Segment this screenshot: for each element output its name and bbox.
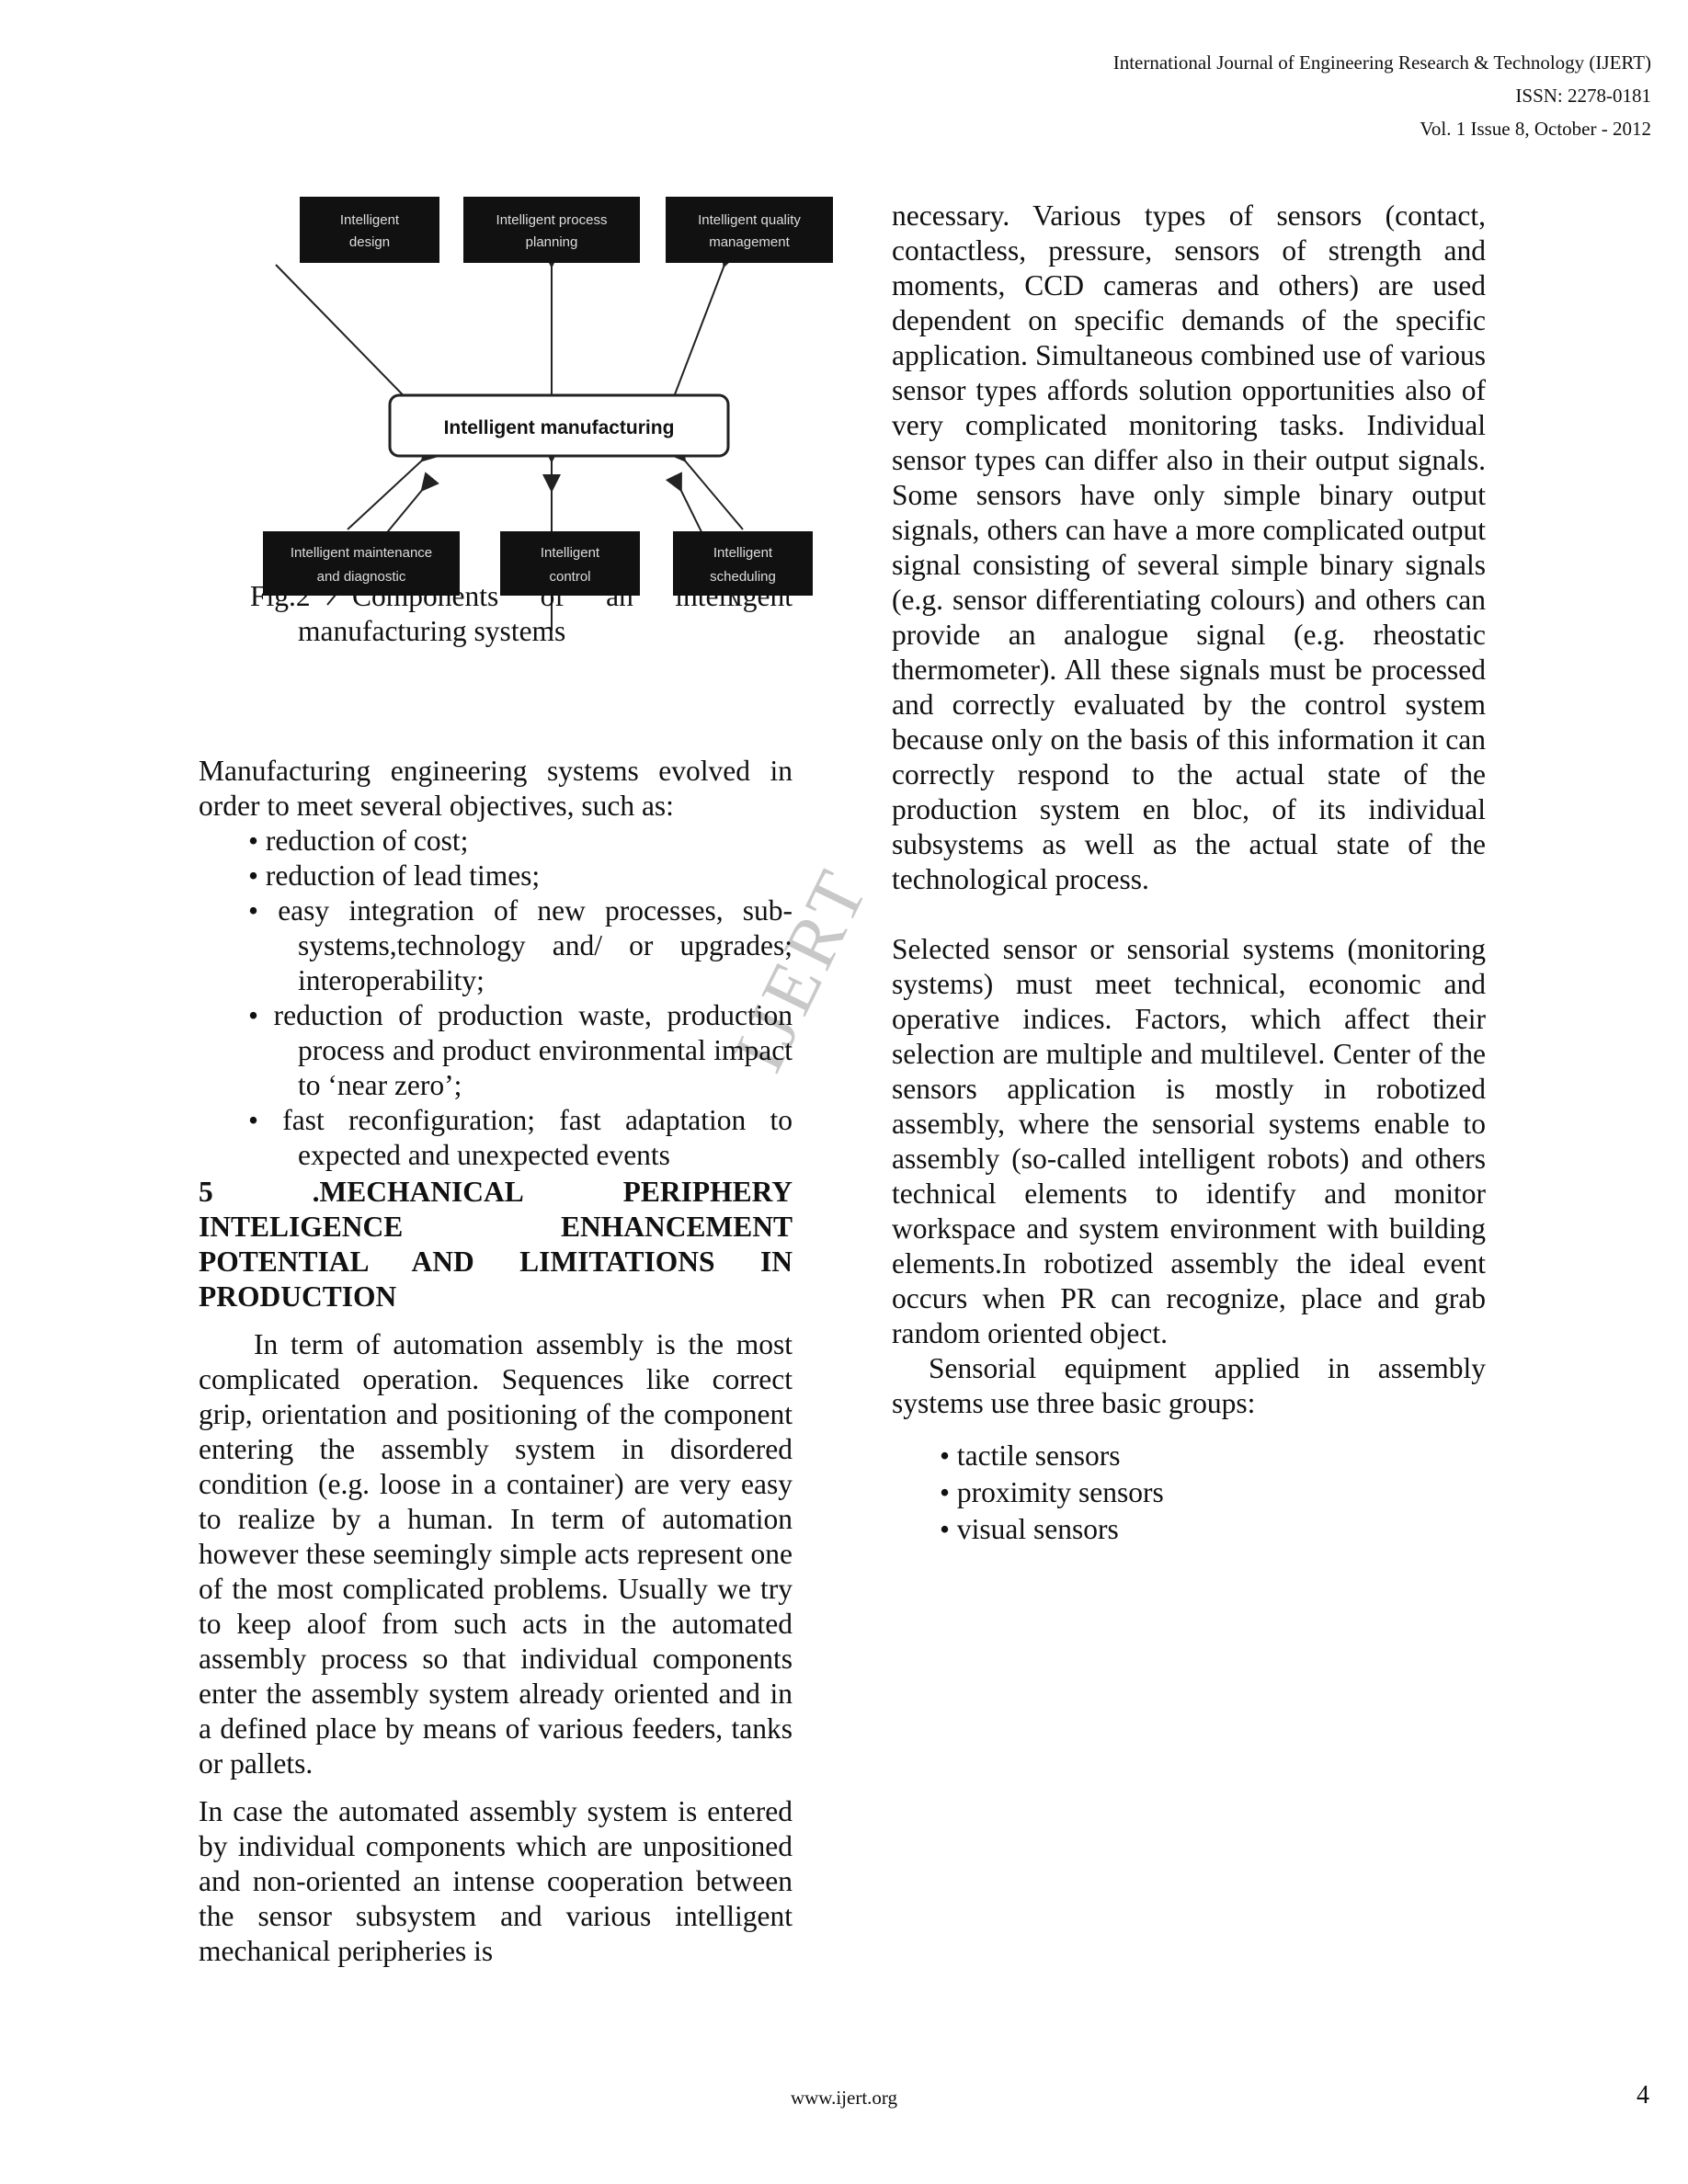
- caption-word: Components: [351, 580, 499, 612]
- box-line: Intelligent maintenance: [290, 545, 433, 561]
- box-line: control: [549, 569, 591, 585]
- heading-word: PERIPHERY: [622, 1176, 793, 1208]
- watermark: IJERT: [717, 855, 885, 1085]
- list-item: • reduction of lead times;: [248, 859, 541, 892]
- sensor-groups-list: [892, 1438, 1486, 1548]
- box-line: Intelligent process: [496, 212, 608, 228]
- journal-title: International Journal of Engineering Research & Technology (IJERT): [1112, 51, 1651, 74]
- paragraph: necessary. Various types of sensors (contact, contactless, pressure, sensors of strength and moments, CCD cameras and others) are used dependent on specific demands of the specific application. Simultaneous combined use of various sensor types affords solution opportunities also of very complicated monitoring tasks. Individual sensor types can differ also in their output signals. Some sensors have only simple binary output signals, others can have a more complicated output signal consisting of several simple binary signals (e.g. sensor differentiating colours) and others can provide an analogue signal (e.g. rheostatic thermometer). All these signals must be processed and correctly evaluated by the control system because only on the basis of this information it can correctly respond to the actual state of the production system en bloc, of its individual subsystems as well as the actual state of the technological process.: [892, 199, 1486, 895]
- paragraph: In term of automation assembly is the most complicated operation. Sequences like correct grip, orientation and positioning of the component entering the assembly system in disordered condition (e.g. loose in a container) are very easy to realize by a human. In term of automation however these seemingly simple acts represent one of the most complicated problems. Usually we try to keep aloof from such acts in the automated assembly process so that individual components enter the assembly system already oriented and in a defined place by means of various feeders, tanks or pallets.: [199, 1328, 793, 1780]
- list-item: • reduction of production waste, production process and product environmental impact to ‘near zero’;: [248, 999, 793, 1101]
- box-intelligent-quality-management: [666, 197, 833, 263]
- list-item: • easy integration of new processes, sub-systems,technology and/ or upgrades; interoperability;: [248, 894, 793, 996]
- heading-word: INTELIGENCE: [199, 1211, 404, 1243]
- heading-word: .MECHANICAL: [312, 1176, 524, 1208]
- issn: ISSN: 2278-0181: [1515, 85, 1651, 107]
- list-item: • reduction of cost;: [248, 825, 469, 857]
- center-label: Intelligent manufacturing: [443, 417, 675, 438]
- objectives-list: [199, 824, 793, 1173]
- list-item: • tactile sensors: [940, 1439, 1121, 1472]
- list-item: • proximity sensors: [940, 1476, 1164, 1508]
- caption-word: of: [540, 580, 565, 612]
- box-line: Intelligent: [713, 545, 773, 561]
- figure-caption: [199, 579, 793, 649]
- paragraph: Sensorial equipment applied in assembly systems use three basic groups:: [892, 1352, 1486, 1419]
- list-item: • fast reconfiguration; fast adaptation to expected and unexpected events: [248, 1104, 793, 1171]
- volume-info: Vol. 1 Issue 8, October - 2012: [1420, 118, 1651, 140]
- box-line: Intelligent: [339, 212, 400, 228]
- heading-line: POTENTIAL AND LIMITATIONS IN: [199, 1246, 793, 1278]
- left-body: [199, 754, 793, 1969]
- journal-header: [1113, 46, 1651, 145]
- box-line: design: [348, 234, 391, 250]
- box-line: Intelligent: [540, 545, 600, 561]
- box-line: and diagnostic: [316, 569, 406, 585]
- paragraph: Selected sensor or sensorial systems (monitoring systems) must meet technical, economic and operative indices. Factors, which affect their selection are multiple and multilevel. Center of the sensors application is mostly in robotized assembly, where the sensorial systems enable to assembly (so-called intelligent robots) and others technical elements to identify and monitor workspace and system environment with building elements.In robotized assembly the ideal event occurs when PR can recognize, place and grab random oriented object.: [892, 933, 1486, 1349]
- heading-line: PRODUCTION: [199, 1280, 397, 1313]
- list-item: • visual sensors: [940, 1513, 1119, 1545]
- box-intelligent-design: [300, 197, 439, 263]
- heading-word: ENHANCEMENT: [560, 1211, 793, 1243]
- intelligent-manufacturing-diagram-lower: [235, 340, 787, 607]
- intro-paragraph: Manufacturing engineering systems evolved in order to meet several objectives, such as:: [199, 755, 793, 822]
- box-intelligent-process-planning: [463, 197, 640, 263]
- right-column: [892, 199, 1486, 1548]
- page-number: 4: [1637, 2081, 1649, 2110]
- heading-number: 5: [199, 1176, 213, 1208]
- box-line: management: [709, 234, 790, 250]
- caption-word: an: [606, 580, 633, 612]
- caption-word: intelligent: [675, 580, 793, 612]
- box-line: scheduling: [710, 569, 776, 585]
- box-line: planning: [525, 234, 578, 250]
- caption-word: Fig.2: [250, 580, 311, 612]
- box-line: Intelligent quality: [698, 212, 801, 228]
- figure-2-lower: [235, 340, 787, 615]
- paragraph: In case the automated assembly system is entered by individual components which are unpositioned and non-oriented an intense cooperation between the sensor subsystem and various intelligent mechanical peripheries is: [199, 1795, 793, 1967]
- caption-line-2: manufacturing systems: [298, 615, 566, 647]
- section-heading: [199, 1175, 793, 1314]
- footer-url: www.ijert.org: [790, 2087, 898, 2109]
